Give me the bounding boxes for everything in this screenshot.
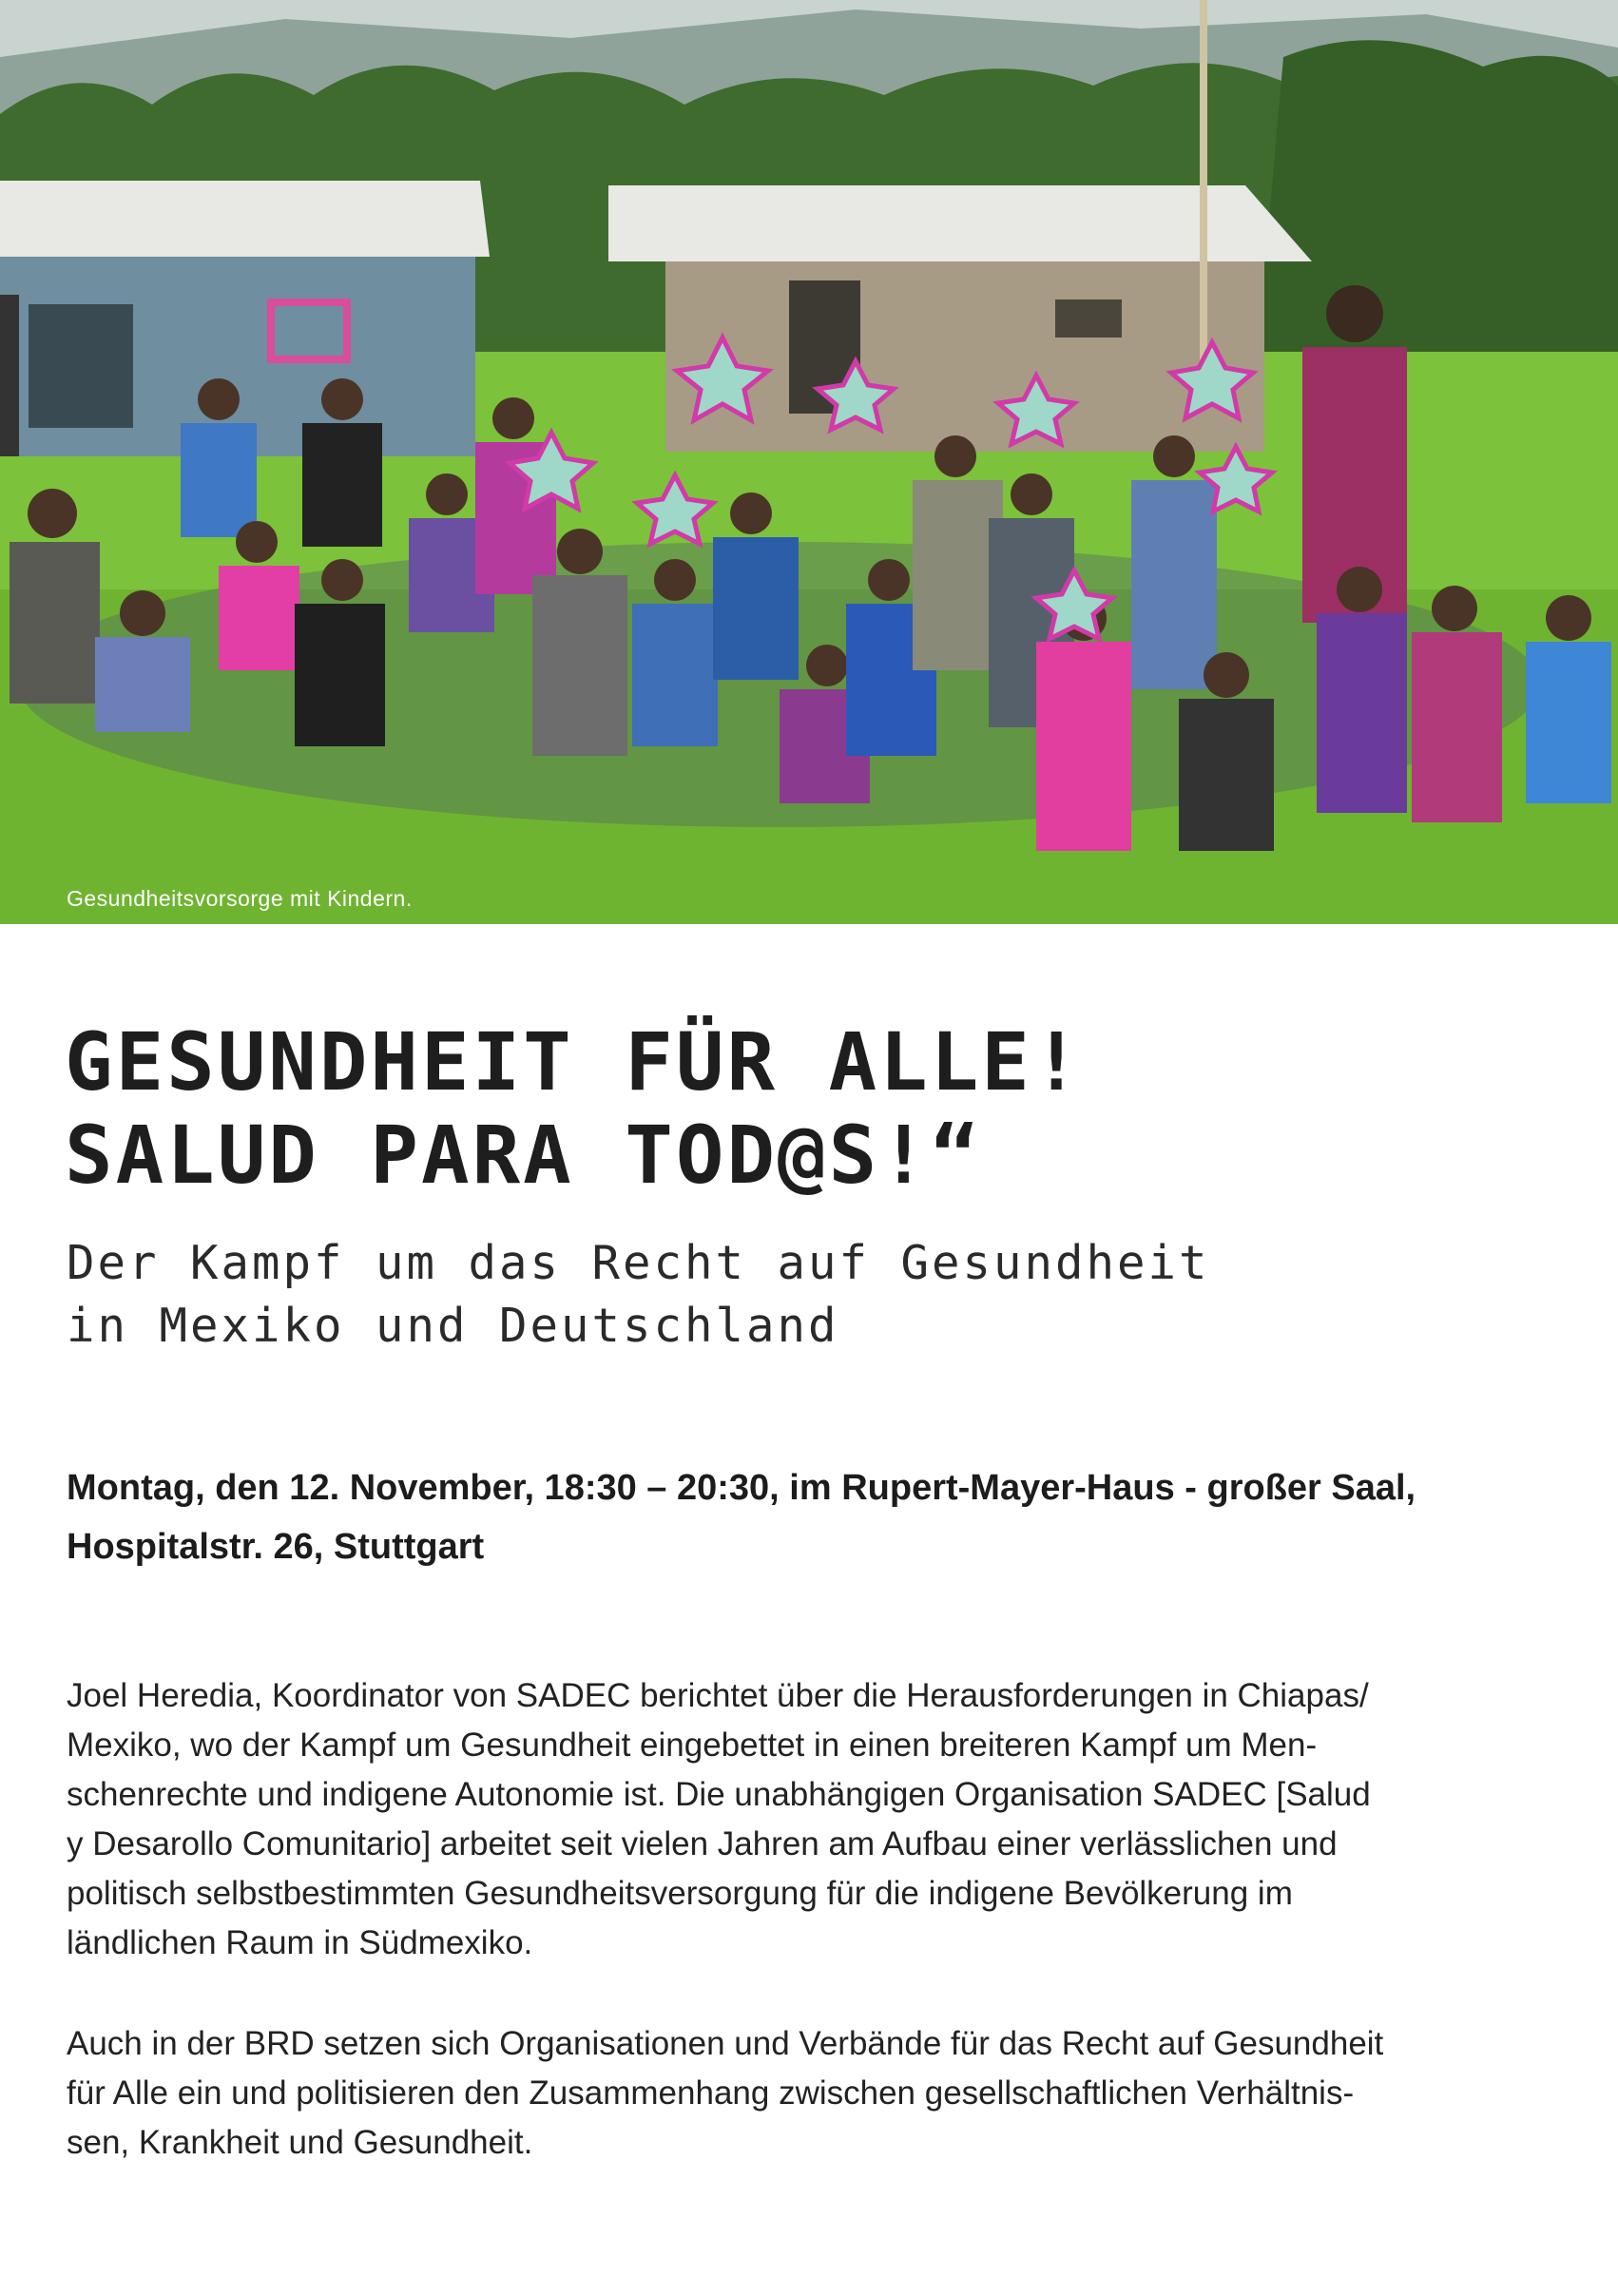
paragraph-line: sen, Krankheit und Gesundheit.	[67, 2124, 533, 2161]
event-date-venue: Montag, den 12. November, 18:30 – 20:30, im Rupert-Mayer-Haus - großer Saal,	[67, 1468, 1416, 1508]
page-subtitle	[67, 1232, 1210, 1358]
paragraph-line: Auch in der BRD setzen sich Organisationen und Verbände für das Recht auf Gesundheit	[67, 2025, 1384, 2062]
paragraph-line: für Alle ein und politisieren den Zusammenhang zwischen gesellschaftlichen Verhältnis-	[67, 2074, 1355, 2112]
paragraph-sadec	[67, 1671, 1569, 1968]
left-hut	[0, 181, 490, 456]
title-line-1: GESUNDHEIT FÜR ALLE!	[65, 1015, 1084, 1109]
photo-caption: Gesundheitsvorsorge mit Kindern.	[67, 886, 413, 911]
subtitle-line-2: in Mexiko und Deutschland	[67, 1299, 839, 1353]
title-line-2: SALUD PARA TOD@S!“	[65, 1109, 982, 1202]
header-photo	[0, 0, 1618, 924]
event-address: Hospitalstr. 26, Stuttgart	[67, 1527, 485, 1567]
group-photo-illustration	[0, 0, 1618, 924]
paragraph-brd	[67, 2019, 1569, 2168]
paragraph-line: ländlichen Raum in Südmexiko.	[67, 1924, 533, 1961]
subtitle-line-1: Der Kampf um das Recht auf Gesundheit	[67, 1236, 1210, 1290]
page-title	[65, 1015, 1083, 1202]
paragraph-line: schenrechte und indigene Autonomie ist. Die unabhängigen Organisation SADEC [Salud	[67, 1776, 1371, 1813]
paragraph-line: Joel Heredia, Koordinator von SADEC berichtet über die Herausforderungen in Chiapas/	[67, 1677, 1369, 1714]
tree-cluster	[1255, 40, 1618, 380]
paragraph-line: y Desarollo Comunitario] arbeitet seit vielen Jahren am Aufbau einer verlässlichen und	[67, 1825, 1338, 1862]
paragraph-line: politisch selbstbestimmten Gesundheitsversorgung für die indigene Bevölkerung im	[67, 1875, 1293, 1912]
pole	[1200, 0, 1207, 361]
paragraph-line: Mexiko, wo der Kampf um Gesundheit eingebettet in einen breiteren Kampf um Men-	[67, 1727, 1318, 1764]
event-details	[67, 1458, 1559, 1576]
